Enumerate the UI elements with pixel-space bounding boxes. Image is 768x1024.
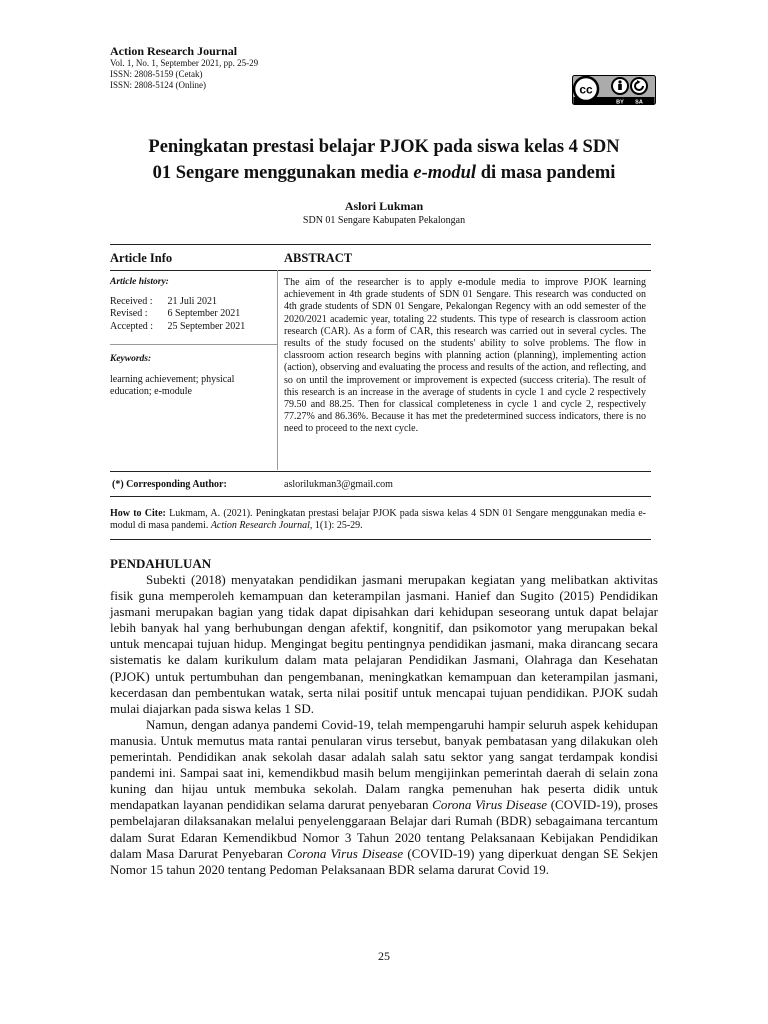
corresponding-rule-top — [110, 471, 651, 472]
journal-meta — [110, 58, 258, 91]
body-text — [110, 572, 658, 878]
article-info-heading: Article Info — [110, 251, 173, 265]
sa-label: SA — [635, 99, 643, 105]
author-name: Aslori Lukman — [344, 199, 424, 213]
how-to-cite: How to Cite: Lukmam, A. (2021). Peningkatan prestasi belajar PJOK pada siswa kelas 4 SDN 01 Sengare menggunakan media e-modul di masa pandemi. Action Research Journal, 1(1): 25-29. — [110, 508, 647, 532]
journal-name: Action Research Journal — [110, 44, 238, 58]
paragraph-2: Namun, dengan adanya pandemi Covid-19, telah mempengaruhi hampir seluruh aspek kehidupan manusia. Untuk memutus mata rantai penularan virus tersebut, banyak pembatasan yang dilakukan oleh pemerintah. Pendidikan anak sekolah dasar adalah salah satu sektor yang sangat terdampak kondisi pandemi ini. Sampai saat ini, kemendikbud masih belum mengijinkan pemerintah daerah di selain zona kuning dan hijau untuk membuka sekolah. Dalam rangka pemenuhan hak peserta didik untuk mendapatkan layanan pendidikan selama darurat penyebaran Corona Virus Disease (COVID-19), proses pembelajaran dilaksanakan melalui penyelenggaraan Belajar dari Rumah (BDR) sebagaimana tercantum dalam Surat Edaran Kemendikbud Nomor 3 Tahun 2020 tentang Pelaksanaan Kebijakan Pendidikan dalam Masa Darurat Penyebaran Corona Virus Disease (COVID-19) yang diperkuat dengan SE Sekjen Nomor 15 tahun 2020 tentang Pedoman Pelaksanaan BDR selama darurat Covid 19. — [110, 716, 658, 877]
corresponding-email[interactable]: aslorilukman3@gmail.com — [284, 479, 393, 490]
citation-rule — [110, 539, 651, 540]
article-title: Peningkatan prestasi belajar PJOK pada siswa kelas 4 SDN 01 Sengare menggunakan media e-modul di masa pandemi — [148, 137, 620, 183]
header-rule — [110, 270, 651, 271]
issn-print: ISSN: 2808-5159 (Cetak) — [110, 69, 203, 79]
by-label: BY — [616, 99, 624, 105]
abstract-heading: ABSTRACT — [284, 251, 353, 265]
abstract-text: The aim of the researcher is to apply e-module media to improve PJOK learning achievement in 4th grade students of SDN 01 Sengare. This research was conducted on 4th grade students of SDN 01 Sengare, Pekalongan Regency with an odd semester of the 2020/2021 academic year, totaling 22 students. This type of research is classroom action research (CAR). As a form of CAR, this research was carried out in several cycles. The results of the study focused on the students' ability to solve problems. The flow in classroom action research begins with planning action (planning), implementing action (action), observing and evaluating the process and results of the action, and reflecting, and so on until the improvement or improvement is expected (success criteria). The result of this research is an increase in the average of students in cycle 1 and cycle 2 respectively 79.50 and 88.25. Then for classical completeness in cycle 1 and cycle 2, respectively 77.27% and 86.36%. Because it has met the predetermined success indicators, there is no need to proceed to the next cycle. — [284, 277, 646, 435]
section-heading: PENDAHULUAN — [110, 556, 212, 571]
page-number: 25 — [378, 949, 390, 963]
issn-online: ISSN: 2808-5124 (Online) — [110, 80, 206, 90]
cc-text: cc — [579, 82, 593, 97]
paragraph-1: Subekti (2018) menyatakan pendidikan jasmani merupakan kegiatan yang melibatkan aktivitas fisik guna memperoleh kemampuan dan keterampilan jasmani. Hanief dan Sugito (2015) Pendidikan jasmani merupakan bagian yang tidak dapat dipisahkan dari kehidupan seseorang untuk dapat belajar lebih banyak hal yang berhubungan dengan afektif, kongnitif, dan psikomotor yang merupakan bekal untuk mencapai tujuan hidup. Mengingat begitu pentingnya pendidikan jasmani, maka dirancang secara sistematis ke dalam kurikulum dalam mata pelajaran Pendidikan Jasmani, Olahraga dan Kesehatan (PJOK) untuk pertumbuhan dan pengembanan, meningkatkan kemampuan dan keterampilan jasmani, kecerdasan dan pembentukan watak, serta nilai positif untuk mencapai tujuan pendidikan. PJOK sudah mulai diajarkan pada siswa kelas 1 SD. — [110, 572, 658, 716]
top-rule — [110, 244, 651, 245]
corresponding-label: (*) Corresponding Author: — [112, 479, 227, 490]
keywords-label: Keywords: — [110, 354, 152, 364]
volume-line: Vol. 1, No. 1, September 2021, pp. 25-29 — [110, 58, 259, 68]
article-history: Received : 21 Juli 2021 Revised : 6 September 2021 Accepted : 25 September 2021 — [110, 296, 246, 332]
column-divider — [277, 270, 278, 470]
cc-by-sa-license-icon — [572, 75, 656, 105]
author-affiliation: SDN 01 Sengare Kabupaten Pekalongan — [302, 215, 466, 226]
history-label: Article history: — [110, 277, 169, 287]
keywords-list: learning achievement; physical education; e-module — [110, 374, 235, 398]
corresponding-rule-bottom — [110, 496, 651, 497]
keywords-rule — [110, 344, 277, 345]
